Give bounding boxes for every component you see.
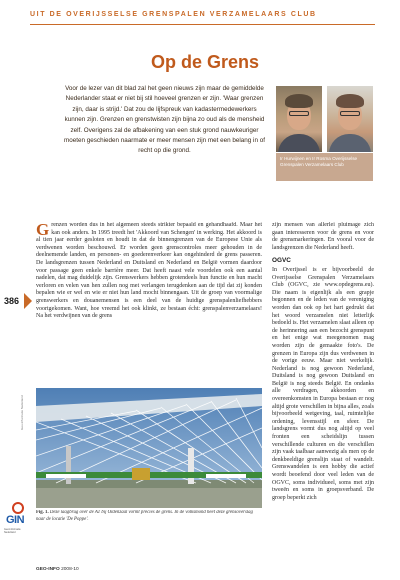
body-column-right (272, 222, 374, 557)
logo-text: GIN (6, 514, 25, 526)
figure-border-bridge (36, 388, 262, 508)
section-header: UIT DE OVERIJSSELSE GRENSPALEN VERZAMELAARS CLUB (30, 11, 317, 18)
gin-logo (4, 500, 28, 534)
logo-circle-icon (12, 502, 24, 514)
bridge-photo-illustration (36, 388, 262, 508)
drop-cap: G (36, 222, 50, 239)
article-title: Op de Grens (150, 52, 260, 72)
page-tab-marker (24, 293, 32, 309)
vertical-publisher-text: Geo-Informatie Nederland (20, 395, 24, 430)
page-number: 386 (4, 296, 20, 306)
page-footer (36, 567, 79, 572)
photo-hair (336, 94, 364, 108)
photo-shoulders (329, 134, 371, 152)
figure-caption (36, 510, 262, 523)
author-photo-2 (327, 86, 373, 152)
body-text-right-2: In Overijssel is er bijvoorbeeld de Overijsselse Grenspalen Verzamelaars Club (OGVC, zie www.opdegrens.eu). Die naam is eigenlijk als een grapje begonnen en de leden van de vereniging worden dan ook op het hart gedrukt dat het woord verzamelen niet letterlijk bedoeld is. Het verzamelen slaat alleen op de herinnering aan een bezocht grenspunt en het enige wat meegenomen mag worden zijn de gemaakte foto's. De grenzen in Europa zijn dus verdwenen in de vorige eeuw. Maar niet werkelijk. Nederland is nog gewoon Nederland, Duitsland is nog gewoon Duitsland en België is nog steeds België. En ondanks alle verdragen, akkoorden en overeenkomsten in Europa bestaan er nog altijd grote verschillen in bijna alles, zoals bijvoorbeeld wetgeving, taal, ruimtelijke ordening, levensstijl en sfeer. De landsgrens vormt dus nog altijd op veel fronten een scheidslijn tussen verschillende culturen en die verschillen zijn vaak taalbaar aanwezig als men op de denkbeeldige grenslijn staat of wandelt. Grenswandelen is een hobby die actief wordt beoefend door veel leden van de OGVC, soms individueel, soms met zijn tweeën en soms in groepsverband. De groep beperkt zich (272, 266, 374, 501)
body-text-right-1: zijn mensen van allerlei pluimage zich gaan interesseren voor de grens en voor de grensmarkeringen. En vooral voor de landsgrenzen die Nederland heeft. (272, 222, 374, 251)
intro-text: Voor de lezer van dit blad zal het geen nieuws zijn maar de gemiddelde Nederlander staat er niet bij stil hoeveel grenzen er zijn. 'Waar grenzen zijn, daar is strijd.' Dat zou de lijfspreuk van kadastermedewerkers kunnen zijn. Grenzen en grenstwisten zijn bijna zo oud als de mensheid zelf. Overigens zal de afbakening van een stuk grond nauwkeuriger moeten geschieden naarmate er meer mensen zijn met een belang in of recht op die grond. (64, 85, 265, 155)
photo-shoulders (278, 134, 320, 152)
author-photo-caption: Ir Hurwijnen en Ir Rosma Overijsselse Grenspalen Verzamelaars Club (276, 153, 373, 181)
photo-hair (285, 94, 313, 108)
figure-caption-text: Deze laagbrug over de A1 bij Oldenzaal vormt precies de grens. In de volksmond heet deze grensoverslag naar de locatie 'De Poppe'. (36, 510, 253, 522)
footer-magazine: GEO-INFO (36, 567, 60, 572)
article-intro (62, 84, 267, 240)
photo-glasses (340, 111, 360, 116)
section-subhead: OGVC (272, 257, 291, 265)
body-column-left (36, 222, 262, 384)
author-photo-1 (276, 86, 322, 152)
footer-issue: 2008-10 (61, 567, 79, 572)
photo-glasses (289, 111, 309, 116)
logo-subtext: Geo-Informatie Nederland (4, 528, 21, 534)
header-rule (30, 24, 375, 25)
body-text-left: renzen worden dus in het algemeen steeds strikter bepaald en gehandhaafd. Maar het kan ook anders. In 1995 treedt het 'Akkoord van Schengen' in werking. Het akkoord is al tien jaar eerder gesloten en houdt in dat de binnengrenzen van de Europese Unie als verdwenen worden beschouwd. Er worden geen grenscontroles meer gehouden in de deelnemende landen, en personen- en goederenverkeer kan ongehinderd de grens passeren. De landsgrenzen tussen Nederland en Duitsland en Nederland en België vormen daardoor voor passage geen enkele barrière meer. Dat heeft naast vele voordelen ook een aantal nadelen, dat mag duidelijk zijn. Grenswerkers hebben grotendeels hun functie en hun macht verloren en velen van hen zullen nog met verlangen terugdenken aan de tijd dat zij konden bepalen wie er wel en wie er niet hun land mocht binnengaan. Uit de groep van voormalige grenswerkers en douanemensen is een deel van de huidige grenspalenliefhebbers voortgekomen. Want, hoe vreemd het ook klinkt, ze bestaan écht: grenspalenverzamelaars! Na het verdwijnen van de grens (36, 222, 262, 320)
figure-label: Fig. 1. (36, 510, 49, 515)
body-paragraph (36, 222, 262, 321)
